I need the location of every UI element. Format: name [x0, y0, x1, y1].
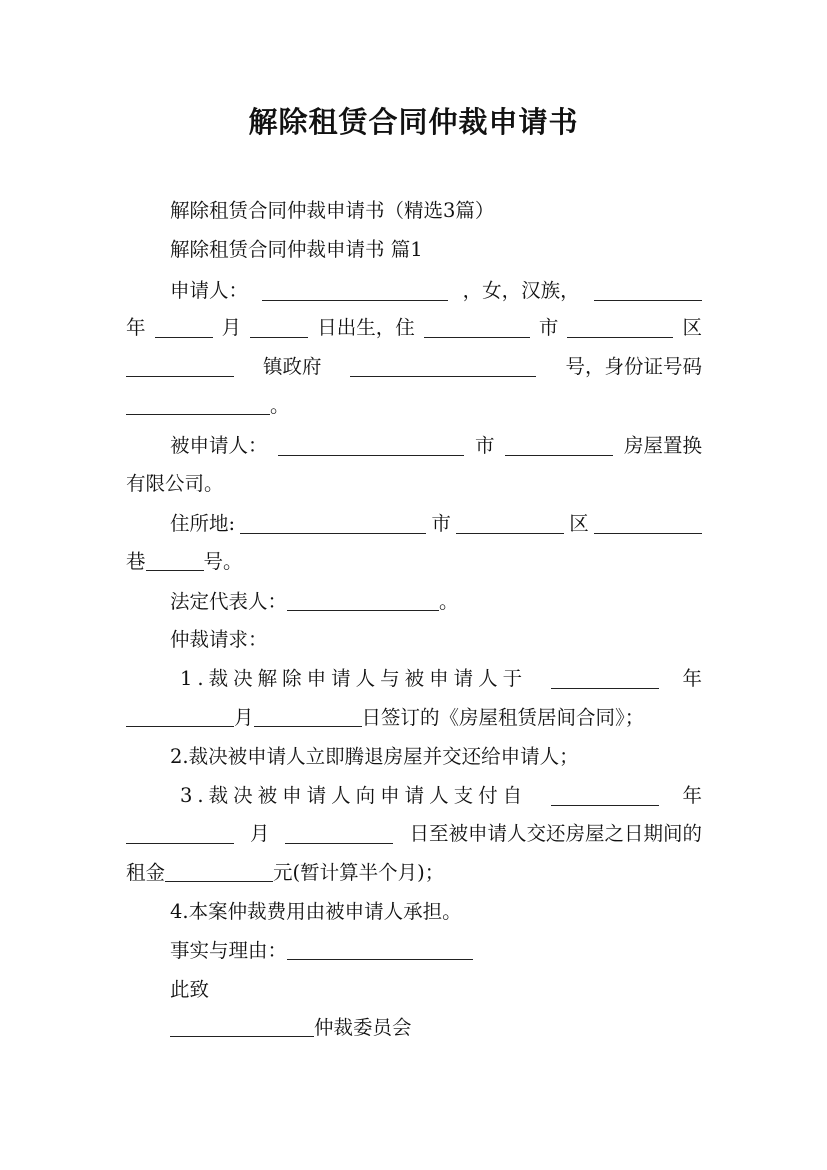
facts-label: 事实与理由： — [170, 939, 288, 962]
salutation: 此致 — [170, 978, 210, 1001]
blank-contract-year — [551, 670, 659, 689]
respondent-line — [170, 436, 702, 456]
blank-birth-day — [250, 319, 308, 338]
blank-respondent-city — [278, 437, 464, 456]
blank-district — [567, 319, 673, 338]
claim-3-rent — [126, 863, 444, 883]
blank-facts — [287, 941, 473, 960]
year-label: 年 — [126, 316, 146, 339]
city-label: 市 — [538, 316, 559, 339]
committee-line — [170, 1018, 412, 1038]
claim-3-text: 3.裁决被申请人向申请人支付自 — [180, 784, 528, 807]
blank-rent-amount — [165, 863, 273, 882]
blank-house-number — [350, 358, 536, 377]
district-label: 区 — [682, 316, 702, 339]
year-label: 年 — [682, 667, 702, 690]
blank-town — [126, 358, 234, 377]
claim-3-cont — [126, 824, 702, 844]
blank-rent-year — [551, 787, 659, 806]
address-line — [126, 357, 702, 377]
claim-4-line: 4.本案仲裁费用由被申请人承担。 — [170, 900, 462, 923]
blank-contract-day — [254, 708, 362, 727]
respondent-label: 被申请人： — [170, 434, 268, 457]
blank-residence-district — [456, 515, 564, 534]
applicant-label: 申请人： — [170, 279, 249, 302]
id-number-label: 号，身份证号码 — [565, 355, 702, 378]
claim-2-line: 2.裁决被申请人立即腾退房屋并交还给申请人； — [170, 745, 579, 768]
blank-lane-number — [146, 552, 204, 571]
lane-number-label: 号。 — [203, 550, 243, 573]
claim-1-cont — [126, 708, 644, 728]
applicant-mid: ，女，汉族， — [462, 279, 580, 302]
blank-city — [424, 319, 530, 338]
claims-heading: 仲裁请求： — [170, 628, 268, 651]
month-label: 月 — [221, 316, 242, 339]
period: 。 — [439, 590, 459, 613]
period: 。 — [270, 394, 290, 417]
birth-line — [126, 318, 702, 338]
subtitle-line: 解除租赁合同仲裁申请书（精选3篇） — [170, 199, 495, 222]
month-label: 月 — [249, 822, 270, 845]
residence-line — [170, 514, 702, 534]
applicant-line — [170, 281, 702, 301]
born-live-label: 日出生，住 — [317, 316, 415, 339]
residence-city-label: 市 — [431, 512, 451, 535]
section-heading: 解除租赁合同仲裁申请书 篇1 — [170, 238, 423, 261]
blank-residence-city — [240, 515, 426, 534]
year-label: 年 — [682, 784, 702, 807]
blank-rent-day — [285, 825, 393, 844]
rent-label: 租金 — [126, 861, 166, 884]
blank-rent-month — [126, 825, 234, 844]
rent-unit-label: 元(暂计算半个月)； — [273, 861, 445, 884]
document-title: 解除租赁合同仲裁申请书 — [248, 105, 579, 139]
claim-3-text-b: 日至被申请人交还房屋之日期间的 — [409, 822, 702, 845]
lane-line — [126, 552, 243, 572]
residence-district-label: 区 — [569, 512, 589, 535]
blank-birth-year — [594, 282, 702, 301]
residence-label: 住所地: — [170, 512, 236, 535]
respondent-city-label: 市 — [474, 434, 495, 457]
town-gov-label: 镇政府 — [262, 355, 322, 378]
claim-3-line — [180, 786, 702, 806]
id-line — [126, 396, 290, 416]
facts-line — [170, 941, 473, 961]
blank-residence-lane — [594, 515, 702, 534]
blank-contract-month — [126, 708, 234, 727]
blank-committee — [170, 1018, 314, 1037]
lane-label: 巷 — [126, 550, 146, 573]
committee-label: 仲裁委员会 — [314, 1016, 412, 1039]
blank-birth-month — [155, 319, 213, 338]
claim-1-text-b: 日签订的《房屋租赁居间合同》； — [361, 706, 645, 729]
blank-legal-rep — [287, 592, 439, 611]
company-line: 有限公司。 — [126, 472, 224, 495]
blank-company — [505, 437, 613, 456]
claim-1-line — [180, 669, 702, 689]
company-type-label: 房屋置换 — [623, 434, 702, 457]
legal-rep-line — [170, 592, 459, 612]
blank-id-number — [126, 396, 270, 415]
blank-applicant-name — [262, 282, 448, 301]
month-label: 月 — [234, 706, 254, 729]
claim-1-text: 1.裁决解除申请人与被申请人于 — [180, 667, 528, 690]
legal-rep-label: 法定代表人： — [170, 590, 288, 613]
